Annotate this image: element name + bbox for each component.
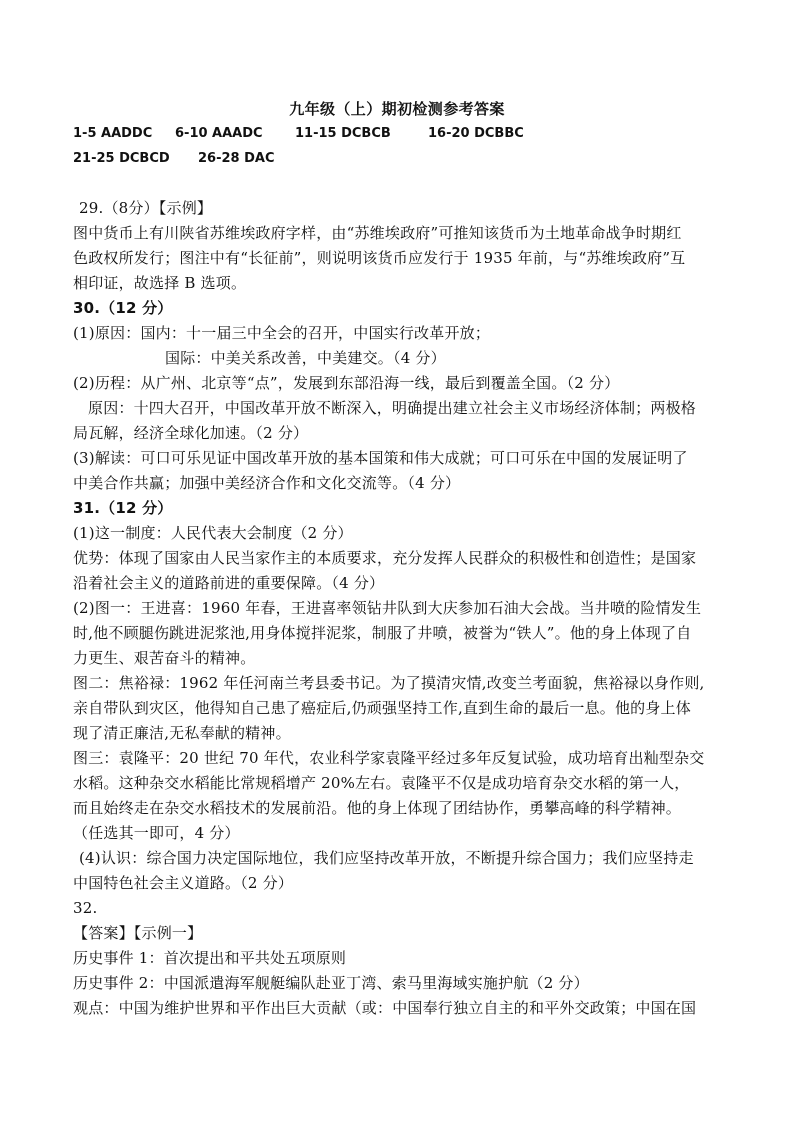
q31-line: 现了清正廉洁,无私奉献的精神。 [73, 724, 291, 742]
q31-line: 时,他不顾腿伤跳进泥浆池,用身体搅拌泥浆，制服了井喷，被誉为“铁人”。他的身上体现了自 [73, 624, 692, 642]
q31-line: 优势：体现了国家由人民当家作主的本质要求，充分发挥人民群众的积极性和创造性；是国家 [73, 549, 697, 567]
q31-line: （任选其一即可，4 分） [73, 824, 240, 842]
q29-line: 色政权所发行；图注中有“长征前”，则说明该货币应发行于 1935 年前，与“苏维埃政府”互 [73, 249, 686, 267]
q30-heading: 30.（12 分） [73, 299, 173, 317]
q32-line: 【答案】【示例一】 [73, 924, 203, 942]
page-title: 九年级（上）期初检测参考答案 [289, 100, 505, 118]
q29-line: 图中货币上有川陕省苏维埃政府字样，由“苏维埃政府”可推知该货币为土地革命战争时期红 [73, 224, 682, 242]
answer-group-1-5: 1-5 AADDC [73, 126, 153, 141]
q32-heading: 32. [73, 899, 98, 917]
q31-line: (4)认识：综合国力决定国际地位，我们应坚持改革开放，不断提升综合国力；我们应坚持走 [79, 849, 694, 867]
q29-line: 相印证，故选择 B 选项。 [73, 274, 247, 292]
q32-line: 观点：中国为维护世界和平作出巨大贡献（或：中国奉行独立自主的和平外交政策；中国在国 [73, 999, 697, 1017]
q31-line: 图二：焦裕禄：1962 年任河南兰考县委书记。为了摸清灾情,改变兰考面貌，焦裕禄以身作则, [73, 674, 705, 692]
answer-group-21-25: 21-25 DCBCD [73, 151, 170, 166]
q31-line: 力更生、艰苦奋斗的精神。 [73, 649, 256, 667]
q29-heading: 29.（8分）【示例】 [79, 199, 213, 217]
answer-group-26-28: 26-28 DAC [198, 151, 275, 166]
q30-line: 局瓦解，经济全球化加速。（2 分） [73, 424, 309, 442]
q30-line: 国际：中美关系改善，中美建交。（4 分） [165, 349, 446, 367]
q32-line: 历史事件 1：首次提出和平共处五项原则 [73, 949, 347, 967]
q31-heading: 31.（12 分） [73, 499, 173, 517]
q31-line: (1)这一制度：人民代表大会制度（2 分） [73, 524, 353, 542]
q31-line: 水稻。这种杂交水稻能比常规稻增产 20%左右。袁隆平不仅是成功培育杂交水稻的第一人， [73, 774, 690, 792]
q31-line: 沿着社会主义的道路前进的重要保障。（4 分） [73, 574, 385, 592]
q30-line: 原因：十四大召开，中国改革开放不断深入，明确提出建立社会主义市场经济体制；两极格 [88, 399, 697, 417]
q30-line: (1)原因：国内：十一届三中全会的召开，中国实行改革开放； [73, 324, 491, 342]
q30-line: 中美合作共赢；加强中美经济合作和文化交流等。（4 分） [73, 474, 461, 492]
q30-line: (2)历程：从广州、北京等“点”，发展到东部沿海一线，最后到覆盖全国。（2 分） [73, 374, 620, 392]
q31-line: 图三：袁隆平：20 世纪 70 年代，农业科学家袁隆平经过多年反复试验，成功培育出籼型杂交 [73, 749, 705, 767]
answer-group-16-20: 16-20 DCBBC [428, 126, 524, 141]
q31-line: 中国特色社会主义道路。（2 分） [73, 874, 294, 892]
answer-group-6-10: 6-10 AAADC [175, 126, 263, 141]
q31-line: 亲自带队到灾区，他得知自己患了癌症后,仍顽强坚持工作,直到生命的最后一息。他的身上体 [73, 699, 691, 717]
q31-line: 而且始终走在杂交水稻技术的发展前沿。他的身上体现了团结协作，勇攀高峰的科学精神。 [73, 799, 682, 817]
answer-group-11-15: 11-15 DCBCB [295, 126, 391, 141]
q31-line: (2)图一：王进喜：1960 年春，王进喜率领钻井队到大庆参加石油大会战。当井喷的险情发生 [73, 599, 702, 617]
q30-line: (3)解读：可口可乐见证中国改革开放的基本国策和伟大成就；可口可乐在中国的发展证明了 [73, 449, 688, 467]
q32-line: 历史事件 2：中国派遣海军舰艇编队赴亚丁湾、索马里海域实施护航（2 分） [73, 974, 589, 992]
